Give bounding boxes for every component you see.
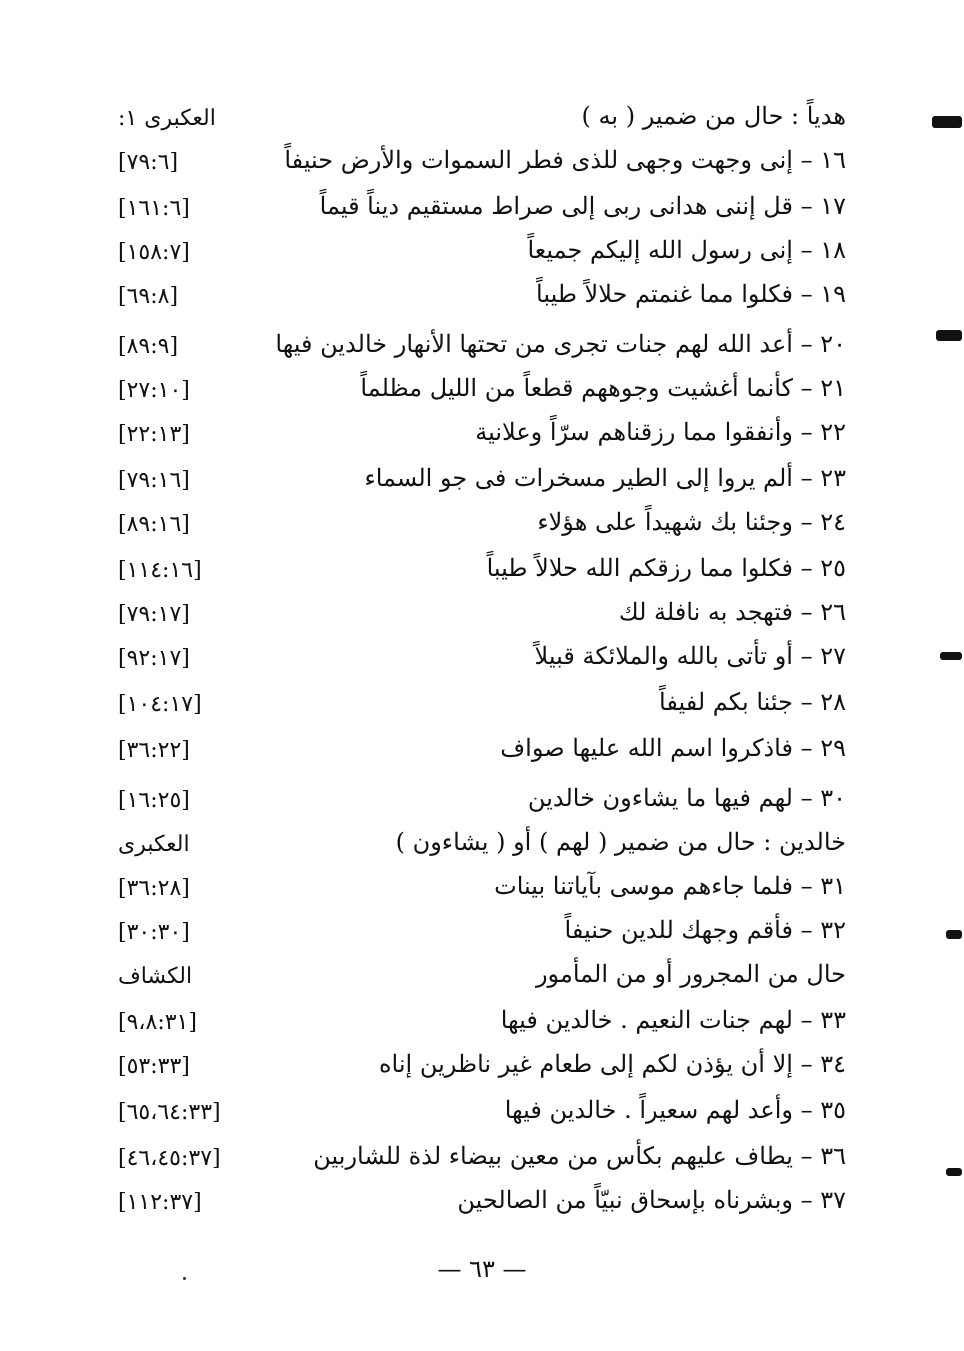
verse-reference: [١١٤:١٦] bbox=[118, 558, 202, 583]
verse-text: ٣١ – فلما جاءهم موسى بآياتنا بينات bbox=[494, 872, 846, 900]
verse-text: ٣٠ – لهم فيها ما يشاءون خالدين bbox=[527, 784, 846, 812]
verse-reference: [٧٩:٦] bbox=[118, 150, 179, 175]
verse-row bbox=[0, 502, 964, 542]
verse-reference: [٣٠:٣٠] bbox=[118, 920, 190, 945]
header-row bbox=[0, 96, 964, 136]
verse-row bbox=[0, 592, 964, 632]
verse-row bbox=[0, 458, 964, 498]
verse-reference: [١٦١:٦] bbox=[118, 196, 190, 221]
verse-row bbox=[0, 1136, 964, 1176]
verse-reference: [٢٧:١٠] bbox=[118, 378, 190, 403]
verse-text: ٣٧ – وبشرناه بإسحاق نبيّاً من الصالحين bbox=[457, 1186, 846, 1214]
verse-row bbox=[0, 140, 964, 180]
verse-row bbox=[0, 274, 964, 314]
verse-text: ٢١ – كأنما أغشيت وجوههم قطعاً من الليل مظلماً bbox=[360, 374, 846, 402]
verse-text: ٣٤ – إلا أن يؤذن لكم إلى طعام غير ناظرين إناه bbox=[378, 1050, 846, 1078]
verse-row bbox=[0, 866, 964, 906]
note-text: حال من المجرور أو من المأمور bbox=[535, 960, 846, 988]
verse-text: ٢٣ – ألم يروا إلى الطير مسخرات فى جو السماء bbox=[364, 464, 846, 492]
verse-reference: [١١٢:٣٧] bbox=[118, 1190, 202, 1215]
verse-row bbox=[0, 682, 964, 722]
verse-row bbox=[0, 324, 964, 364]
verse-reference: [٧٩:١٧] bbox=[118, 602, 190, 627]
verse-reference: [١٠٤:١٧] bbox=[118, 692, 202, 717]
verse-reference: [٣٦:٢٨] bbox=[118, 876, 190, 901]
verse-text: ١٨ – إنى رسول الله إليكم جميعاً bbox=[527, 236, 846, 264]
verse-reference: [٦٩:٨] bbox=[118, 284, 179, 309]
page-number: — ٦٣ — bbox=[437, 1255, 527, 1283]
verse-text: ٢٢ – وأنفقوا مما رزقناهم سرّاً وعلانية bbox=[475, 418, 846, 446]
verse-text: ٢٦ – فتهجد به نافلة لك bbox=[618, 598, 846, 626]
verse-text: ٣٦ – يطاف عليهم بكأس من معين بيضاء لذة للشاربين bbox=[313, 1142, 846, 1170]
verse-text: ٢٧ – أو تأتى بالله والملائكة قبيلاً bbox=[534, 642, 846, 670]
note-source: الكشاف bbox=[118, 964, 193, 989]
verse-reference: [٨٩:١٦] bbox=[118, 512, 190, 537]
note-source: العكبرى bbox=[118, 832, 190, 857]
verse-text: ٢٥ – فكلوا مما رزقكم الله حلالاً طيباً bbox=[486, 554, 846, 582]
verse-reference: [٤٦،٤٥:٣٧] bbox=[118, 1146, 221, 1171]
verse-reference: [٦٥،٦٤:٣٣] bbox=[118, 1100, 221, 1125]
header-source: العكبرى ١: bbox=[118, 106, 216, 131]
verse-reference: [٣٦:٢٢] bbox=[118, 738, 190, 763]
verse-reference: [٢٢:١٣] bbox=[118, 422, 190, 447]
verse-text: ٣٣ – لهم جنات النعيم . خالدين فيها bbox=[500, 1006, 846, 1034]
verse-text: ٢٤ – وجئنا بك شهيداً على هؤلاء bbox=[537, 508, 846, 536]
verse-row bbox=[0, 1000, 964, 1040]
verse-reference: [٨٩:٩] bbox=[118, 334, 179, 359]
verse-row bbox=[0, 778, 964, 818]
verse-reference: [١٦:٢٥] bbox=[118, 788, 190, 813]
verse-row bbox=[0, 1090, 964, 1130]
verse-text: ١٦ – إنى وجهت وجهى للذى فطر السموات والأرض حنيفاً bbox=[284, 146, 846, 174]
verse-text: ٢٨ – جئنا بكم لفيفاً bbox=[659, 688, 846, 716]
verse-row bbox=[0, 368, 964, 408]
verse-row bbox=[0, 636, 964, 676]
verse-row bbox=[0, 186, 964, 226]
verse-row bbox=[0, 412, 964, 452]
header-text: هدياً : حال من ضمير ( به ) bbox=[581, 102, 846, 130]
verse-row bbox=[0, 1180, 964, 1220]
verse-reference: [٩،٨:٣١] bbox=[118, 1010, 197, 1035]
verse-reference: [٥٣:٣٣] bbox=[118, 1054, 190, 1079]
verse-row bbox=[0, 230, 964, 270]
verse-row bbox=[0, 1044, 964, 1084]
verse-text: ٣٢ – فأقم وجهك للدين حنيفاً bbox=[564, 916, 846, 944]
note-row bbox=[0, 954, 964, 994]
verse-row bbox=[0, 548, 964, 588]
note-row bbox=[0, 822, 964, 862]
verse-reference: [٩٢:١٧] bbox=[118, 646, 190, 671]
verse-reference: [٧٩:١٦] bbox=[118, 468, 190, 493]
verse-text: ٢٩ – فاذكروا اسم الله عليها صواف bbox=[500, 734, 846, 762]
verse-row bbox=[0, 910, 964, 950]
verse-text: ٢٠ – أعد الله لهم جنات تجرى من تحتها الأنهار خالدين فيها bbox=[275, 330, 846, 358]
verse-text: ١٩ – فكلوا مما غنمتم حلالاً طيباً bbox=[536, 280, 846, 308]
verse-row bbox=[0, 728, 964, 768]
verse-text: ١٧ – قل إننى هدانى ربى إلى صراط مستقيم ديناً قيماً bbox=[319, 192, 846, 220]
note-text: خالدين : حال من ضمير ( لهم ) أو ( يشاءون ) bbox=[395, 828, 846, 856]
verse-text: ٣٥ – وأعد لهم سعيراً . خالدين فيها bbox=[504, 1096, 846, 1124]
verse-reference: [١٥٨:٧] bbox=[118, 240, 190, 265]
